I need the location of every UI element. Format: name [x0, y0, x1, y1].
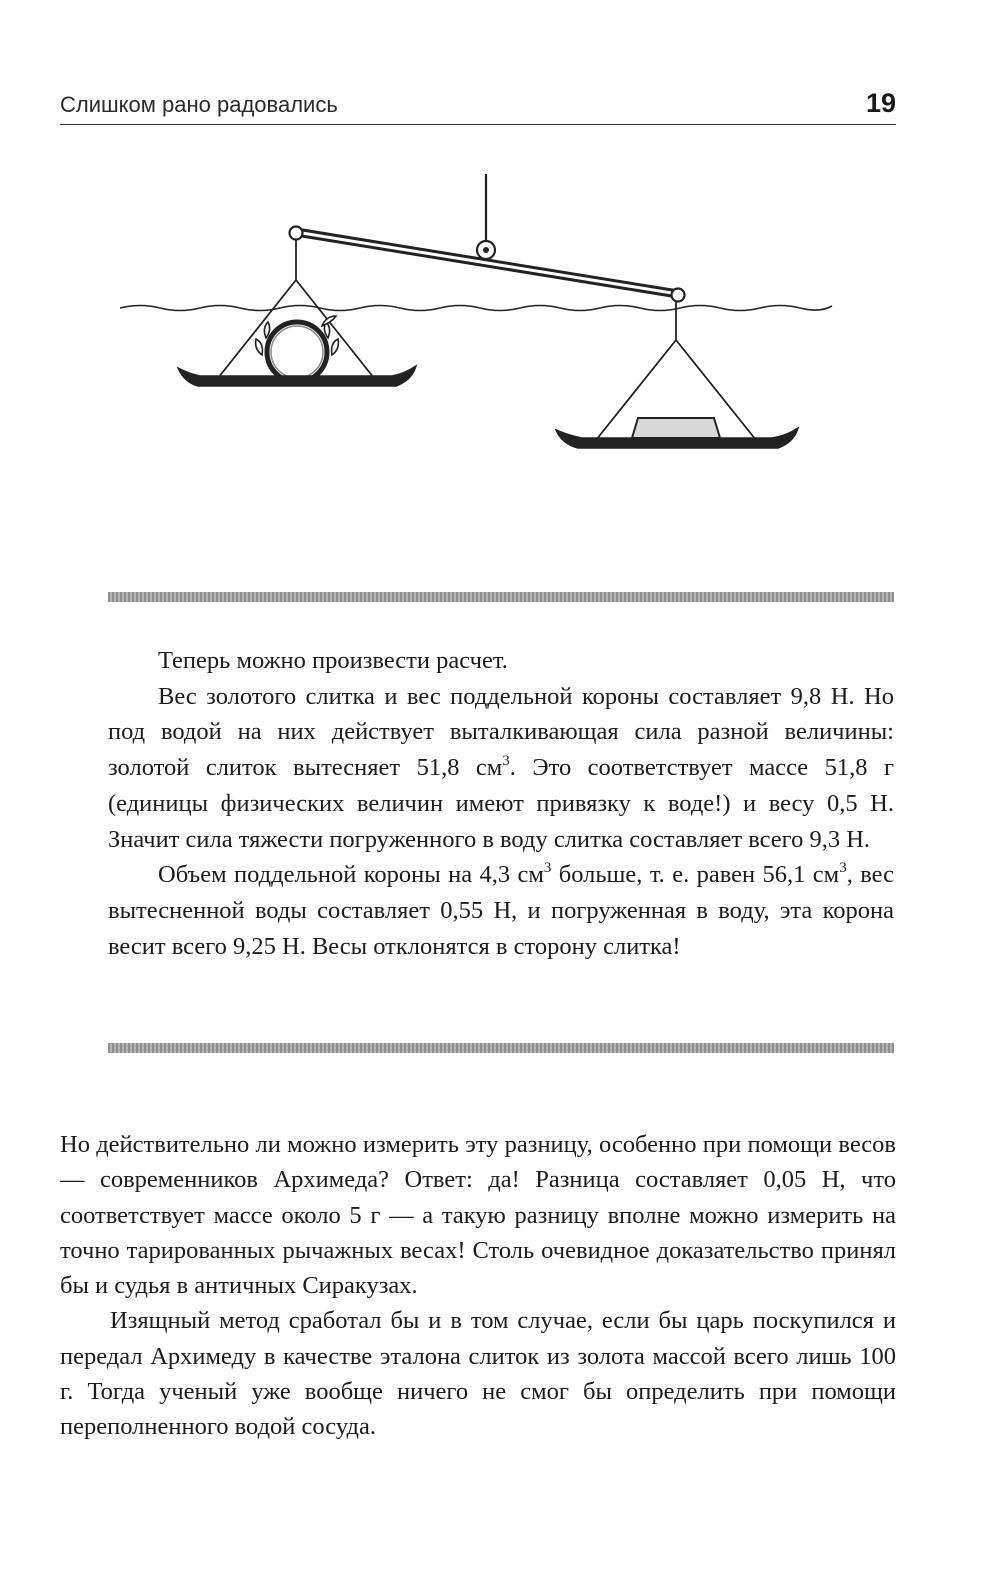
- running-title: Слишком рано радовались: [60, 92, 338, 117]
- page-header: [60, 88, 896, 125]
- sidebar-paragraph: Теперь можно произвести расчет.: [158, 647, 508, 674]
- main-text: [60, 1127, 896, 1445]
- body-paragraph: Изящный метод сработал бы и в том случае, если бы царь поскупился и передал Архимеду в качестве эталона слиток из золота массой всего лишь 100 г. Тогда ученый уже вообще ничего не смог бы определить при помощи переполненного водой сосуда.: [60, 1307, 896, 1441]
- page-number: 19: [865, 88, 896, 118]
- sidebar-paragraph: Вес золотого слитка и вес поддельной короны составляет 9,8 Н. Но под водой на них действует выталкивающая сила разной величины: золотой слиток вытесняет 51,8 $см^3$. Это соответствует массе 51,8 г (единицы физических величин имеют привязку к воде!) и весу 0,5 Н. Значит сила тяжести погруженного в воду слитка составляет всего 9,3 Н.: [108, 682, 895, 853]
- gold-ingot-icon: [632, 418, 720, 438]
- calculation-sidebar: [108, 643, 894, 964]
- balance-scale-illustration: [0, 160, 1000, 490]
- body-paragraph: Но действительно ли можно измерить эту разницу, особенно при помощи весов — современников Архимеда? Ответ: да! Разница составляет 0,05 Н, что соответствует массе около 5 г — а такую разницу вполне можно измерить на точно тарированных рычажных весах! Столь очевидное доказательство принял бы и судья в античных Сиракузах.: [60, 1131, 896, 1300]
- sidebar-top-rule: [108, 592, 894, 602]
- sidebar-paragraph: Объем поддельной короны на 4,3 $см^3$ больше, т. е. равен 56,1 $см^3$, вес вытесненной воды составляет 0,55 Н, и погруженная в воду, эта корона весит всего 9,25 Н. Весы отклонятся в сторону слитка!: [108, 860, 894, 960]
- water-line: [120, 306, 832, 311]
- crown-icon: [256, 316, 339, 382]
- sidebar-bottom-rule: [108, 1043, 894, 1053]
